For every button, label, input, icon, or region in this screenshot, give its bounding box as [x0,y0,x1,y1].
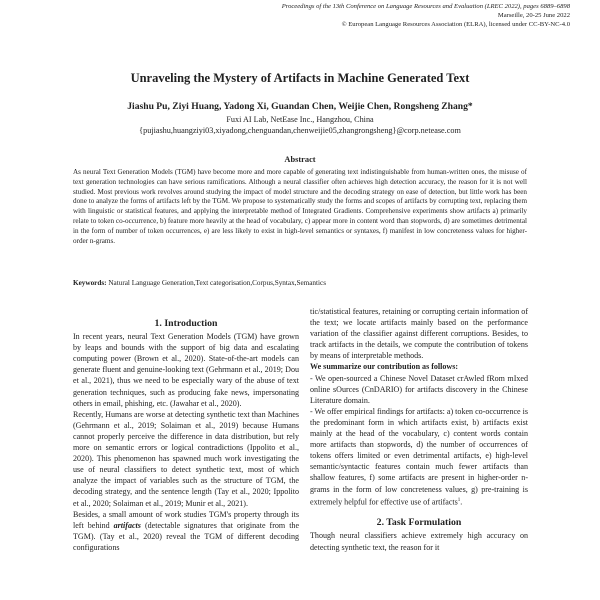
affiliation: Fuxi AI Lab, NetEase Inc., Hangzhou, China [226,115,374,124]
task-paragraph: Though neural classifiers achieve extremely high accuracy on detecting synthetic text, the reason for it [310,531,528,552]
intro-paragraph-3-start: Besides, a small amount of work studies TGM's property through its left behind [73,509,299,530]
section-heading-task-formulation: 2. Task Formulation [376,517,462,529]
contribution-2: - We offer empirical findings for artifacts: a) token co-occurrence is the predominant form in which artifacts exist, b) artifacts exist mainly at the head of the vocabulary, c) content words contain more artifacts than stopwords, d) the number of occurrences of tokens offers limited or even detrimental artifacts, e) high-level semantic/syntactic features contain much fewer artifacts than shallow features, f) some artifacts are present in higher-order n-grams in the form of low concreteness values, g) pre-training is extremely helpful for effective use of artifacts$^1$. [310,406,529,507]
proceedings-license: © European Language Resources Association (ELRA), licensed under CC-BY-NC-4.0 [341,21,570,28]
contribution-heading: We summarize our contribution as follows: [310,362,459,372]
paper-title: Unraveling the Mystery of Artifacts in Machine Generated Text [130,71,470,85]
proceedings-header [150,2,570,29]
intro-paragraph-3 [73,509,299,553]
affiliation-block [0,115,600,136]
left-column [73,318,299,553]
contribution-2-text: - We offer empirical findings for artifacts: a) token co-occurrence is the predominant form in which artifacts exist, b) artifacts exist mainly at the head of the vocabulary, c) content words contain more artifacts than stopwords, d) the number of occurrences of tokens offers limited or even detrimental artifacts, e) high-level semantic/syntactic features contain much fewer artifacts than shallow features, f) some artifacts are present in higher-order n-grams in the form of low concreteness values, g) pre-training is extremely helpful for effective use of artifacts [310,406,529,507]
intro-paragraph-1: In recent years, neural Text Generation Models (TGM) have grown by leaps and bounds with the support of big data and escalating computing power (Brown et al., 2020). State-of-the-art models can generate fluent and genuine-looking text (Gehrmann et al., 2019; Dou et al., 2021), thus we need to be especially wary of the abuse of text generation techniques, such as producing fake news, impersonating others in email, phishing, etc. (Jawahar et al., 2020). [73,332,299,408]
abstract-heading: Abstract [284,155,316,164]
keywords-list: Natural Language Generation,Text categorisation,Corpus,Syntax,Semantics [108,279,326,287]
paper-authors: Jiashu Pu, Ziyi Huang, Yadong Xi, Guandan Chen, Weijie Chen, Rongsheng Zhang* [127,101,473,112]
abstract-text: As neural Text Generation Models (TGM) have become more and more capable of generating text indistinguishable from human-written ones, the misuse of text generation technologies can have serious ramifications. Although a neural classifier often achieves high detection accuracy, the reason for it is not well studied. Most previous work revolves around studying the impact of model structure and the decoding strategy on ease of detection, but little work has been done to analyze the forms of artifacts left by the TGM. We propose to systematically study the forms and scopes of artifacts by corrupting text, replacing them with linguistic or statistical features, and applying the interpretable method of Integrated Gradients. Comprehensive experiments show artifacts a) primarily relate to token co-occurrence, b) feature more heavily at the head of vocabulary, c) appear more in content word than stopwords, d) are sometimes detrimental in the form of number of token occurrences, e) are less likely to exist in high-level semantics or syntaxes, f) manifest in low concreteness values for higher-order n-grams. [73,168,527,245]
contribution-1: - We open-sourced a Chinese Novel Dataset crAwled fRom mIxed online sOurces (CnDARIO) for artifacts discovery in the Chinese Literature domain. [310,373,528,405]
section-heading-introduction: 1. Introduction [154,318,218,329]
intro-paragraph-3-end: (detectable signatures that originate from the TGM). (Tay et al., 2020) reveal the TGM of different decoding configurations [73,520,300,552]
footnote-marker[interactable]: 1 [457,497,461,503]
intro-paragraph-2: Recently, Humans are worse at detecting synthetic text than Machines (Gehrmann et al., 2019; Solaiman et al., 2019) because Humans cannot properly perceive the difference in data distribution, but rely more on semantic errors or logical contradictions (Ippolito et al., 2020). This phenomenon has spawned much work investigating the use of neural classifiers to detect synthetic text, most of which analyze the impact of variables such as the structure of TGM, the decoding strategy, and the sentence length (Tay et al., 2020; Ippolito et al., 2020; Solaiman et al., 2019; Munir et al., 2021). [73,409,299,508]
keywords-label: Keywords: [73,279,107,287]
proceedings-line: Proceedings of the 13th Conference on Language Resources and Evaluation (LREC 2022), pages 6889–6898 [281,3,570,10]
right-paragraph-1: tic/statistical features, retaining or corrupting certain information of the text; we locate artifacts mainly based on the performance variation of the classifier against different corruptions. Besides, to track artifacts in the details, we compute the contribution of tokens by means of interpretable methods. [310,307,528,361]
artifacts-emphasis: artifacts [113,520,141,530]
keywords-line [73,279,527,288]
right-column [310,306,528,553]
proceedings-location: Marseille, 20-25 June 2022 [497,12,570,19]
author-emails[interactable]: {pujiashu,huangziyi03,xiyadong,chenguandan,chenweijie05,zhangrongsheng}@corp.netease.com [139,125,461,135]
